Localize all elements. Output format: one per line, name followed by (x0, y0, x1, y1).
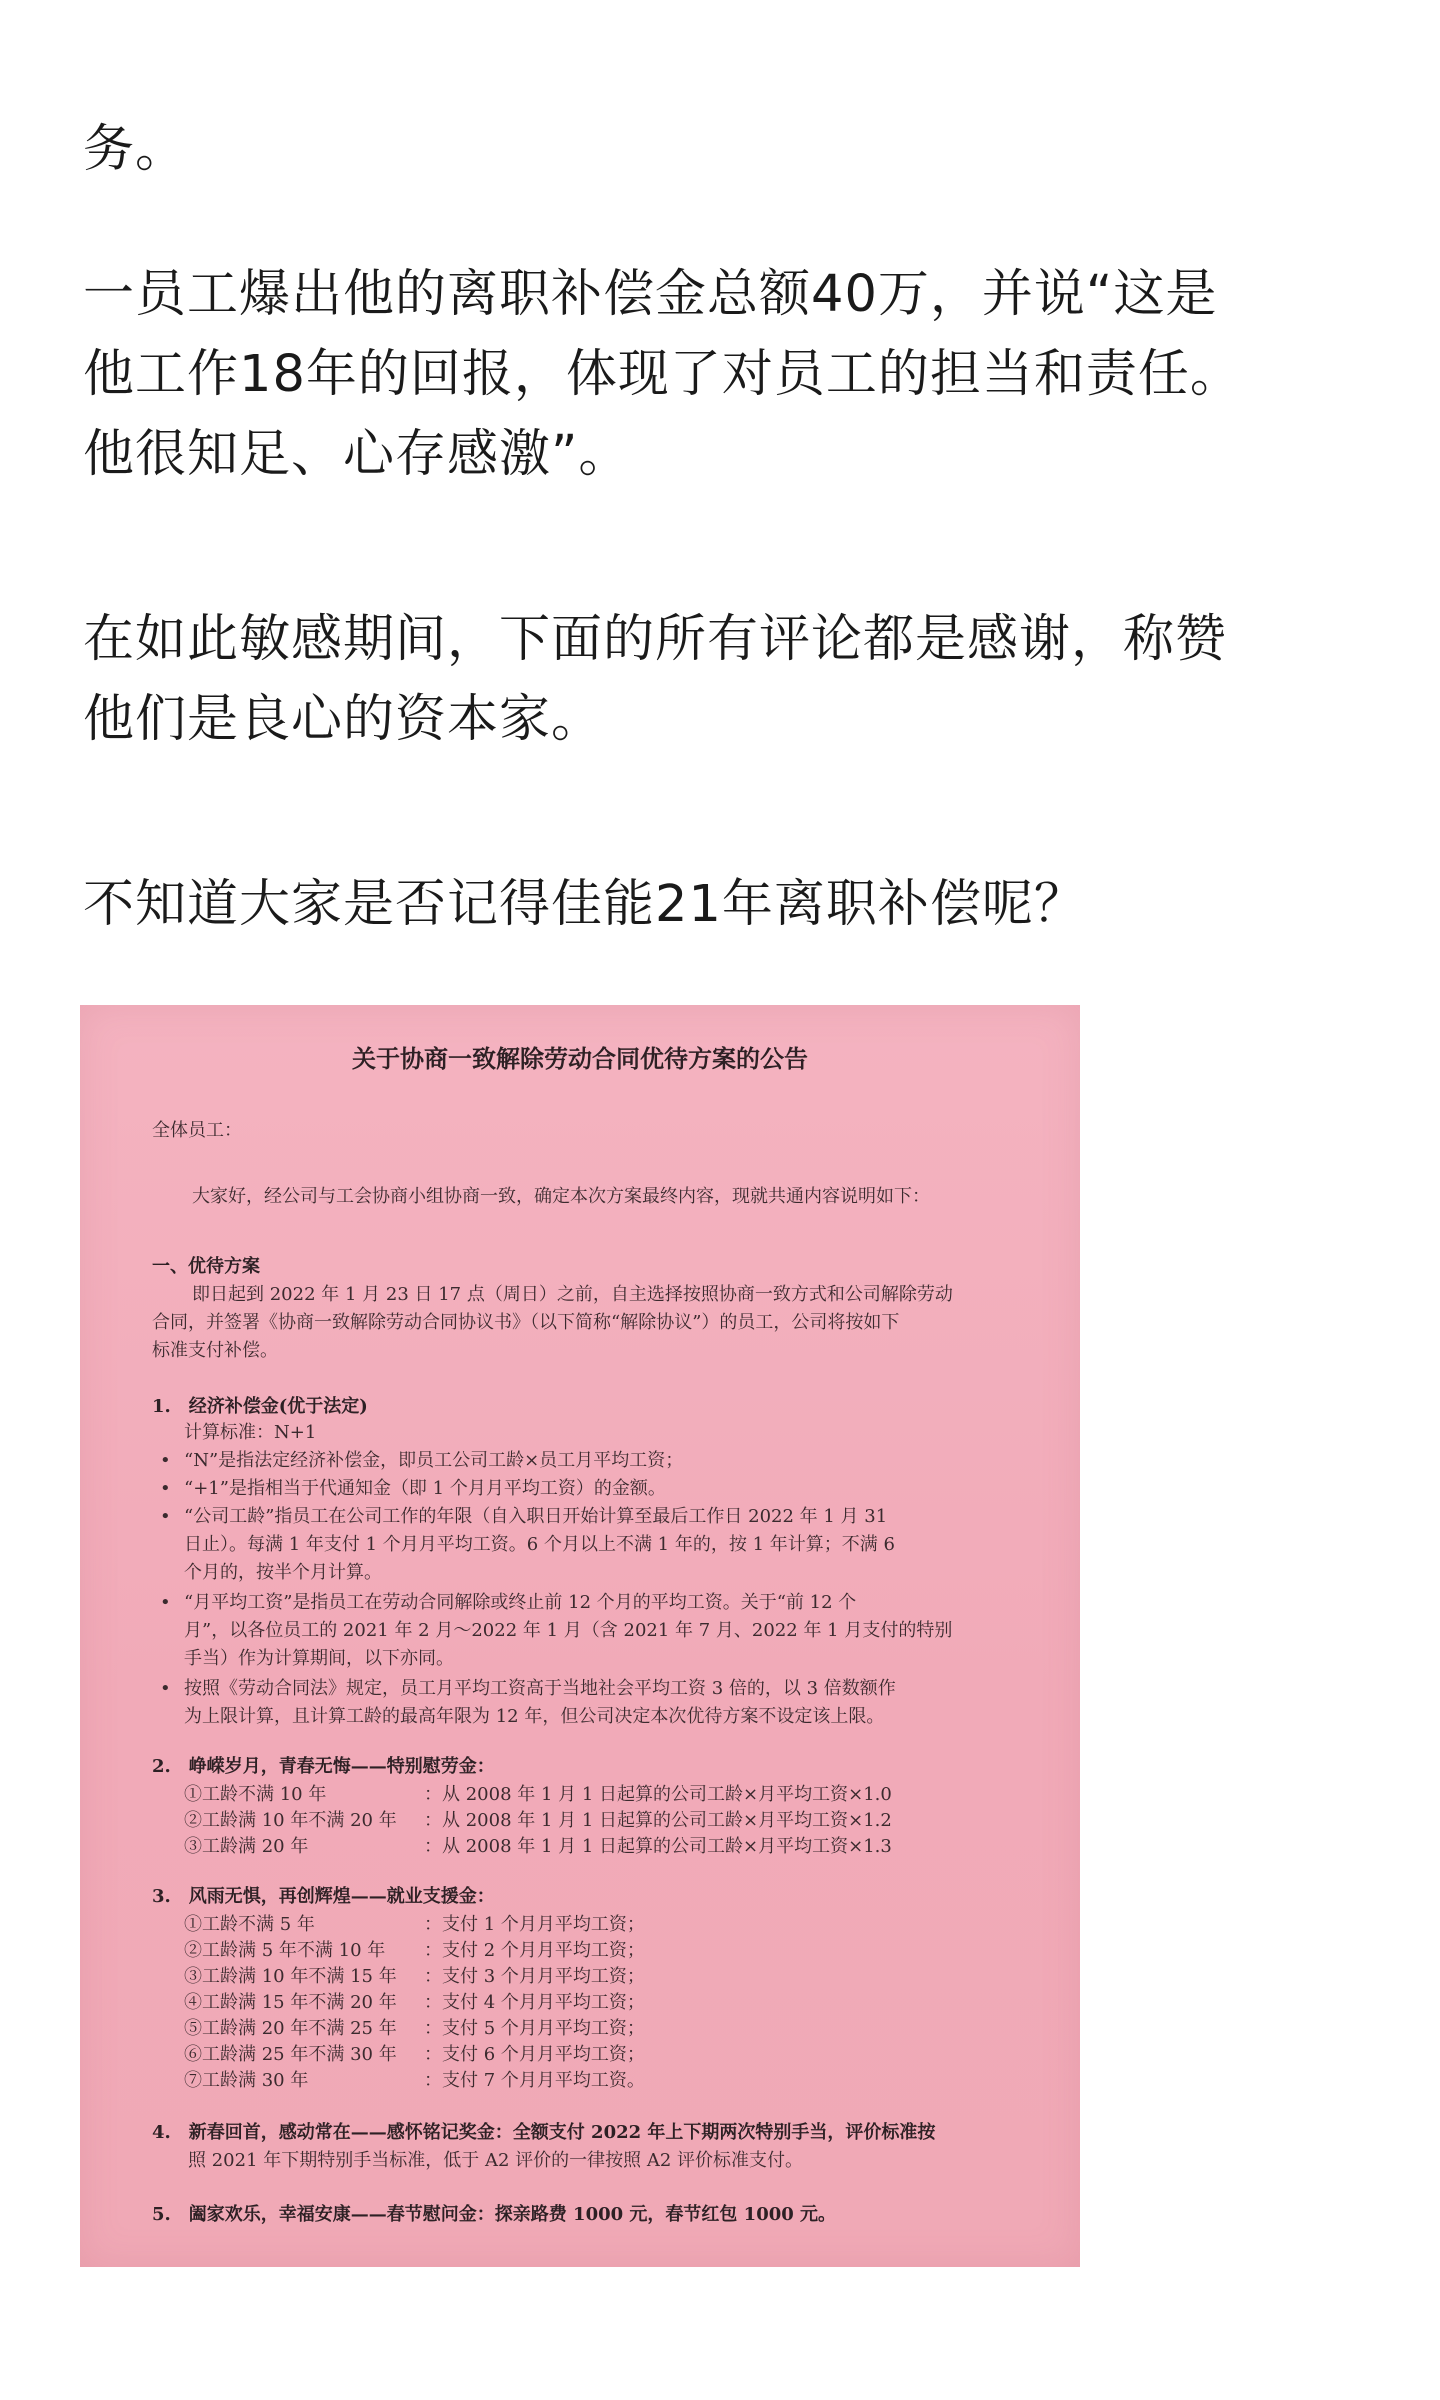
row-label: ③工龄满 20 年 (184, 1836, 309, 1857)
row-value: ：从 2008 年 1 月 1 日起算的公司工龄×月平均工资×1.0 (424, 1784, 892, 1805)
row-label: ⑥工龄满 25 年不满 30 年 (184, 2044, 397, 2065)
table-row (184, 1963, 645, 1991)
table-row (184, 1989, 645, 2017)
post-paragraph: 务。 (83, 120, 188, 179)
row-label: ⑤工龄满 20 年不满 25 年 (184, 2018, 397, 2039)
row-value: ：支付 1 个月月平均工资； (424, 1914, 645, 1935)
item-text: 照 2021 年下期特别手当标准，低于 A2 评价的一律按照 A2 评价标准支付。 (152, 2150, 804, 2171)
table-row (184, 1807, 892, 1835)
table-row (184, 1833, 892, 1861)
bullet-item-cont: 日止）。每满 1 年支付 1 个月月平均工资。6 个月以上不满 1 年的，按 1 年计算；不满 6 (184, 1534, 895, 1555)
item-text: 计算标准：N+1 (184, 1422, 317, 1443)
row-label: ②工龄满 5 年不满 10 年 (184, 1940, 386, 1961)
notice-salutation: 全体员工： (152, 1120, 242, 1141)
bullet-item: • “公司工龄”指员工在公司工作的年限（自入职日开始计算至最后工作日 2022 年 1 月 31 (184, 1503, 887, 1531)
table-row (184, 1781, 892, 1809)
document-photo[interactable] (80, 1005, 1080, 2267)
row-value: ：支付 5 个月月平均工资； (424, 2018, 645, 2039)
item-heading: 5. 阖家欢乐，幸福安康——春节慰问金：探亲路费 1000 元，春节红包 1000 元。 (152, 2204, 837, 2225)
section-text: 标准支付补偿。 (152, 1340, 278, 1361)
post-paragraph: 一员工爆出他的离职补偿金总额40万，并说“这是 他工作18年的回报，体现了对员工的担当和责任。 他很知足、心存感激”。 (83, 265, 1242, 484)
row-value: ：支付 6 个月月平均工资； (424, 2044, 645, 2065)
row-label: ①工龄不满 10 年 (184, 1784, 327, 1805)
section-text: 合同，并签署《协商一致解除劳动合同协议书》（以下简称“解除协议”）的员工，公司将按如下 (152, 1312, 900, 1333)
item-heading: 3. 风雨无惧，再创辉煌——就业支援金： (152, 1886, 495, 1907)
table-row (184, 2015, 645, 2043)
row-value: ：从 2008 年 1 月 1 日起算的公司工龄×月平均工资×1.3 (424, 1836, 892, 1857)
bullet-item: • “N”是指法定经济补偿金，即员工公司工龄×员工月平均工资； (184, 1447, 683, 1475)
row-value: ：支付 3 个月月平均工资； (424, 1966, 645, 1987)
bullet-item-cont: 个月的，按半个月计算。 (184, 1562, 382, 1583)
item-heading: 1. 经济补偿金(优于法定) (152, 1396, 368, 1417)
row-label: ④工龄满 15 年不满 20 年 (184, 1992, 397, 2013)
section-heading: 一、优待方案 (152, 1256, 260, 1277)
row-value: ：支付 7 个月月平均工资。 (424, 2070, 645, 2091)
post-paragraph: 不知道大家是否记得佳能21年离职补偿呢？ (83, 875, 1086, 934)
notice-title: 关于协商一致解除劳动合同优待方案的公告 (352, 1044, 808, 1073)
row-value: ：从 2008 年 1 月 1 日起算的公司工龄×月平均工资×1.2 (424, 1810, 892, 1831)
bullet-item-cont: 月”，以各位员工的 2021 年 2 月～2022 年 1 月（含 2021 年 7 月、2022 年 1 月支付的特别 (184, 1620, 953, 1641)
bullet-item: • “月平均工资”是指员工在劳动合同解除或终止前 12 个月的平均工资。关于“前 12 个 (184, 1589, 856, 1617)
table-row (184, 2067, 645, 2095)
bullet-item: • 按照《劳动合同法》规定，员工月平均工资高于当地社会平均工资 3 倍的，以 3 倍数额作 (184, 1675, 896, 1703)
row-value: ：支付 4 个月月平均工资； (424, 1992, 645, 2013)
bullet-item: • “+1”是指相当于代通知金（即 1 个月月平均工资）的金额。 (184, 1475, 666, 1503)
item-heading: 4. 新春回首，感动常在——感怀铭记奖金：全额支付 2022 年上下期两次特别手当，评价标准按 (152, 2122, 936, 2143)
row-label: ③工龄满 10 年不满 15 年 (184, 1966, 397, 1987)
row-label: ⑦工龄满 30 年 (184, 2070, 309, 2091)
notice-intro: 大家好，经公司与工会协商小组协商一致，确定本次方案最终内容，现就共通内容说明如下： (192, 1186, 930, 1207)
table-row (184, 1911, 645, 1939)
row-label: ②工龄满 10 年不满 20 年 (184, 1810, 397, 1831)
table-row (184, 1937, 645, 1965)
post-paragraph: 在如此敏感期间，下面的所有评论都是感谢，称赞 他们是良心的资本家。 (83, 610, 1228, 749)
bullet-item-cont: 为上限计算，且计算工龄的最高年限为 12 年，但公司决定本次优待方案不设定该上限。 (184, 1706, 885, 1727)
section-text: 即日起到 2022 年 1 月 23 日 17 点（周日）之前，自主选择按照协商一致方式和公司解除劳动 (192, 1284, 953, 1305)
table-row (184, 2041, 645, 2069)
item-heading: 2. 峥嵘岁月，青春无悔——特别慰劳金： (152, 1756, 495, 1777)
notice-document (80, 1005, 1080, 2267)
row-value: ：支付 2 个月月平均工资； (424, 1940, 645, 1961)
bullet-item-cont: 手当）作为计算期间，以下亦同。 (184, 1648, 454, 1669)
row-label: ①工龄不满 5 年 (184, 1914, 315, 1935)
